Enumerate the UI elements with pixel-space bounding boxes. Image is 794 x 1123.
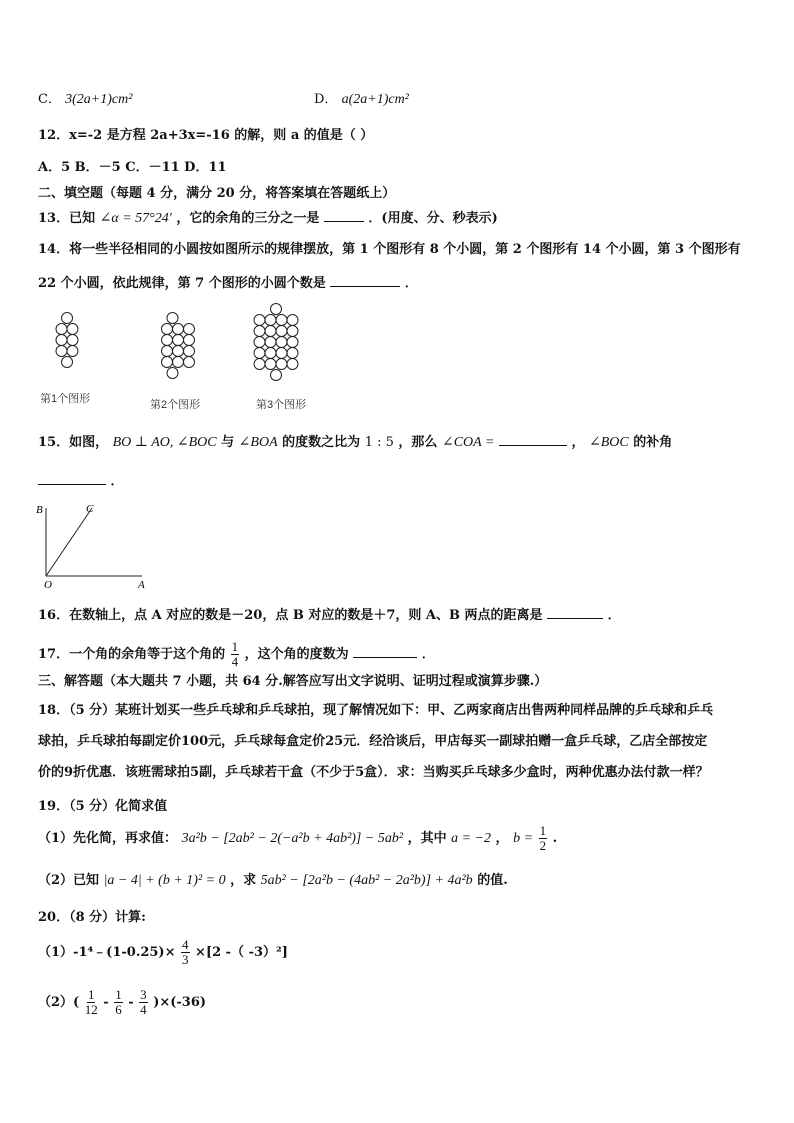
small-circle	[287, 337, 298, 348]
q19-value-a: a = −2	[451, 831, 492, 846]
point-o-label: O	[44, 579, 52, 590]
q15-ratio: 1 : 5	[364, 435, 394, 450]
q20-part1	[38, 938, 288, 967]
small-circle	[276, 337, 287, 348]
q13-pre: 13．已知	[38, 211, 96, 226]
q15-expression-4: ∠BOC	[589, 435, 629, 450]
small-circle	[254, 326, 265, 337]
small-circle	[162, 357, 173, 368]
small-circle	[167, 368, 178, 379]
q17-text: ，这个角的度数为	[244, 647, 349, 662]
small-circle	[162, 346, 173, 357]
q19-part2-end: 的值.	[477, 873, 508, 888]
q15-text: 与	[221, 435, 235, 450]
fraction-numerator: 1	[231, 639, 239, 654]
q20-part1-text: ×[2 -（ -3）²]	[195, 945, 288, 960]
fraction	[85, 988, 98, 1017]
q20-part2	[38, 988, 206, 1017]
small-circle	[271, 304, 282, 315]
q20-part2-text: （2）(	[38, 995, 80, 1010]
q15-text: ，那么	[398, 435, 438, 450]
small-circle	[265, 359, 276, 370]
option-label: D．	[314, 92, 338, 107]
q19-part1-text: ，其中	[407, 831, 447, 846]
q17-text: 17．一个角的余角等于这个角的	[38, 647, 226, 662]
q13-expression: ∠α = 57°24′	[99, 211, 172, 226]
q20-part2-text: )×(-36)	[153, 995, 207, 1010]
q19-part1	[38, 824, 557, 853]
small-circle	[254, 348, 265, 359]
angle-figure	[34, 500, 154, 590]
small-circle	[184, 335, 195, 346]
q16-end: ．	[607, 608, 621, 623]
small-circle	[254, 337, 265, 348]
answer-blank	[353, 645, 417, 658]
fraction	[114, 988, 123, 1017]
figure-1-caption: 第1个图形	[40, 393, 91, 405]
answer-blank	[324, 209, 364, 222]
fraction-denominator: 2	[539, 838, 547, 853]
q17	[38, 640, 435, 669]
answer-blank	[547, 606, 603, 619]
fraction	[181, 938, 190, 967]
small-circle	[67, 346, 78, 357]
q18-line2: 球拍，乒乓球拍每副定价100元，乒乓球每盒定价25元．经洽谈后，甲店每买一副球拍赠一盒乒乓球，乙店全部按定	[38, 734, 708, 749]
point-c-label: C	[86, 503, 94, 515]
q20-title: 20．（8 分）计算:	[38, 910, 146, 925]
small-circle	[265, 315, 276, 326]
small-circle	[167, 313, 178, 324]
q15-text: 的度数之比为	[282, 435, 361, 450]
small-circle	[173, 324, 184, 335]
small-circle	[173, 357, 184, 368]
small-circle	[56, 324, 67, 335]
q14-line2-end: ．	[404, 276, 418, 291]
q19-title: 19．（5 分）化简求值	[38, 799, 168, 814]
small-circle	[184, 324, 195, 335]
answer-blank	[499, 433, 567, 446]
fraction	[231, 640, 240, 669]
q14-line1: 14．将一些半径相同的小圆按如图所示的规律摆放，第 1 个图形有 8 个小圆，第 2 个图形有 14 个小圆，第 3 个图形有	[38, 242, 741, 257]
q19-part2-expression: 5ab² − [2a²b − (4ab² − 2a²b)] + 4a²b	[260, 873, 473, 888]
figure-3-caption: 第3个图形	[256, 399, 307, 411]
small-circle	[271, 370, 282, 381]
small-circle	[265, 337, 276, 348]
q19-separator: ，	[495, 831, 509, 846]
small-circle	[287, 326, 298, 337]
small-circle	[276, 348, 287, 359]
q15-line1	[38, 431, 672, 451]
fraction-numerator: 1	[115, 987, 122, 1002]
q15-line2	[38, 470, 124, 489]
option-d-expression: a(2a+1)cm²	[341, 92, 409, 107]
q16	[38, 604, 621, 623]
q19-part2-condition: |a − 4| + (b + 1)² = 0	[103, 873, 226, 888]
q12-stem: 12．x=-2 是方程 2a+3x=-16 的解，则 a 的值是（ ）	[38, 128, 374, 143]
small-circle	[265, 348, 276, 359]
q16-text: 16．在数轴上，点 A 对应的数是－20，点 B 对应的数是＋7，则 A、B 两点的距离是	[38, 608, 543, 623]
answer-blank	[330, 274, 400, 287]
fraction-denominator: 4	[231, 654, 239, 669]
q15-pre: 15．如图，	[38, 435, 109, 450]
small-circle	[184, 346, 195, 357]
small-circle	[276, 359, 287, 370]
small-circle	[276, 326, 287, 337]
small-circle	[276, 315, 287, 326]
q15-text: ，	[571, 435, 585, 450]
small-circle	[62, 357, 73, 368]
small-circle	[162, 324, 173, 335]
small-circle	[162, 335, 173, 346]
small-circle	[56, 335, 67, 346]
q12-options: A．5 B．－5 C．－11 D．11	[38, 160, 227, 175]
fraction	[139, 988, 148, 1017]
small-circle	[184, 357, 195, 368]
q15-line2-end: ．	[110, 474, 124, 489]
small-circle	[67, 324, 78, 335]
small-circle	[254, 315, 265, 326]
point-a-label: A	[138, 579, 145, 590]
small-circle	[173, 335, 184, 346]
q19-part2-text: ，求	[230, 873, 257, 888]
small-circle	[265, 326, 276, 337]
q13-post: ，它的余角的三分之一是	[176, 211, 320, 226]
fraction-numerator: 1	[539, 823, 547, 838]
q15-expression-3: ∠COA =	[441, 435, 495, 450]
operator: -	[128, 995, 134, 1010]
q14-line2	[38, 272, 418, 291]
fraction-denominator: 3	[182, 952, 189, 967]
operator: -	[103, 995, 109, 1010]
q19-part1-text: （1）先化简，再求值：	[38, 831, 178, 846]
q15-text: 的补角	[633, 435, 673, 450]
fraction-denominator: 6	[115, 1002, 122, 1017]
fraction-denominator: 4	[140, 1002, 147, 1017]
q13	[38, 207, 498, 227]
small-circle	[67, 335, 78, 346]
q20-part1-text: （1）-1⁴﹣(1-0.25)×	[38, 945, 176, 960]
circle-pattern-figures	[40, 298, 340, 388]
figure-2-caption: 第2个图形	[150, 399, 201, 411]
q19-part1-end: .	[552, 831, 558, 846]
q14-line2-text: 22 个小圆，依此规律，第 7 个图形的小圆个数是	[38, 276, 326, 291]
section-2-heading: 二、填空题（每题 4 分，满分 20 分，将答案填在答题纸上）	[38, 186, 396, 201]
fraction	[539, 824, 548, 853]
small-circle	[287, 348, 298, 359]
small-circle	[173, 346, 184, 357]
q11-option-c	[38, 88, 132, 108]
fraction-numerator: 1	[87, 987, 95, 1002]
small-circle	[287, 315, 298, 326]
small-circle	[56, 346, 67, 357]
small-circle	[62, 313, 73, 324]
q18-line3: 价的9折优惠．该班需球拍5副，乒乓球若干盒（不少于5盒）．求：当购买乒乓球多少盒时，两种优惠办法付款一样？	[38, 765, 709, 780]
q15-expression-2: ∠BOA	[238, 435, 278, 450]
q11-option-d	[314, 88, 409, 108]
q19-part2-text: （2）已知	[38, 873, 100, 888]
small-circle	[287, 359, 298, 370]
point-b-label: B	[36, 504, 43, 516]
q19-value-b: b =	[513, 831, 534, 846]
q17-end: ．	[421, 647, 435, 662]
fraction-numerator: 3	[140, 987, 147, 1002]
q13-tail: ．(用度、分、秒表示)	[368, 211, 498, 226]
q18-line1: 18．（5 分）某班计划买一些乒乓球和乒乓球拍，现了解情况如下：甲、乙两家商店出售两种同样品牌的乒乓球和乒乓	[38, 703, 714, 718]
fraction-denominator: 12	[84, 1002, 98, 1017]
section-3-heading: 三、解答题（本大题共 7 小题，共 64 分.解答应写出文字说明、证明过程或演算步骤.）	[38, 674, 548, 689]
q19-part2	[38, 869, 508, 889]
q15-expression-1: BO ⊥ AO, ∠BOC	[112, 435, 217, 450]
answer-blank	[38, 472, 106, 485]
q19-part1-expression: 3a²b − [2ab² − 2(−a²b + 4ab²)] − 5ab²	[181, 831, 404, 846]
option-c-expression: 3(2a+1)cm²	[65, 92, 133, 107]
small-circle	[254, 359, 265, 370]
fraction-numerator: 4	[182, 937, 189, 952]
option-label: C．	[38, 92, 61, 107]
